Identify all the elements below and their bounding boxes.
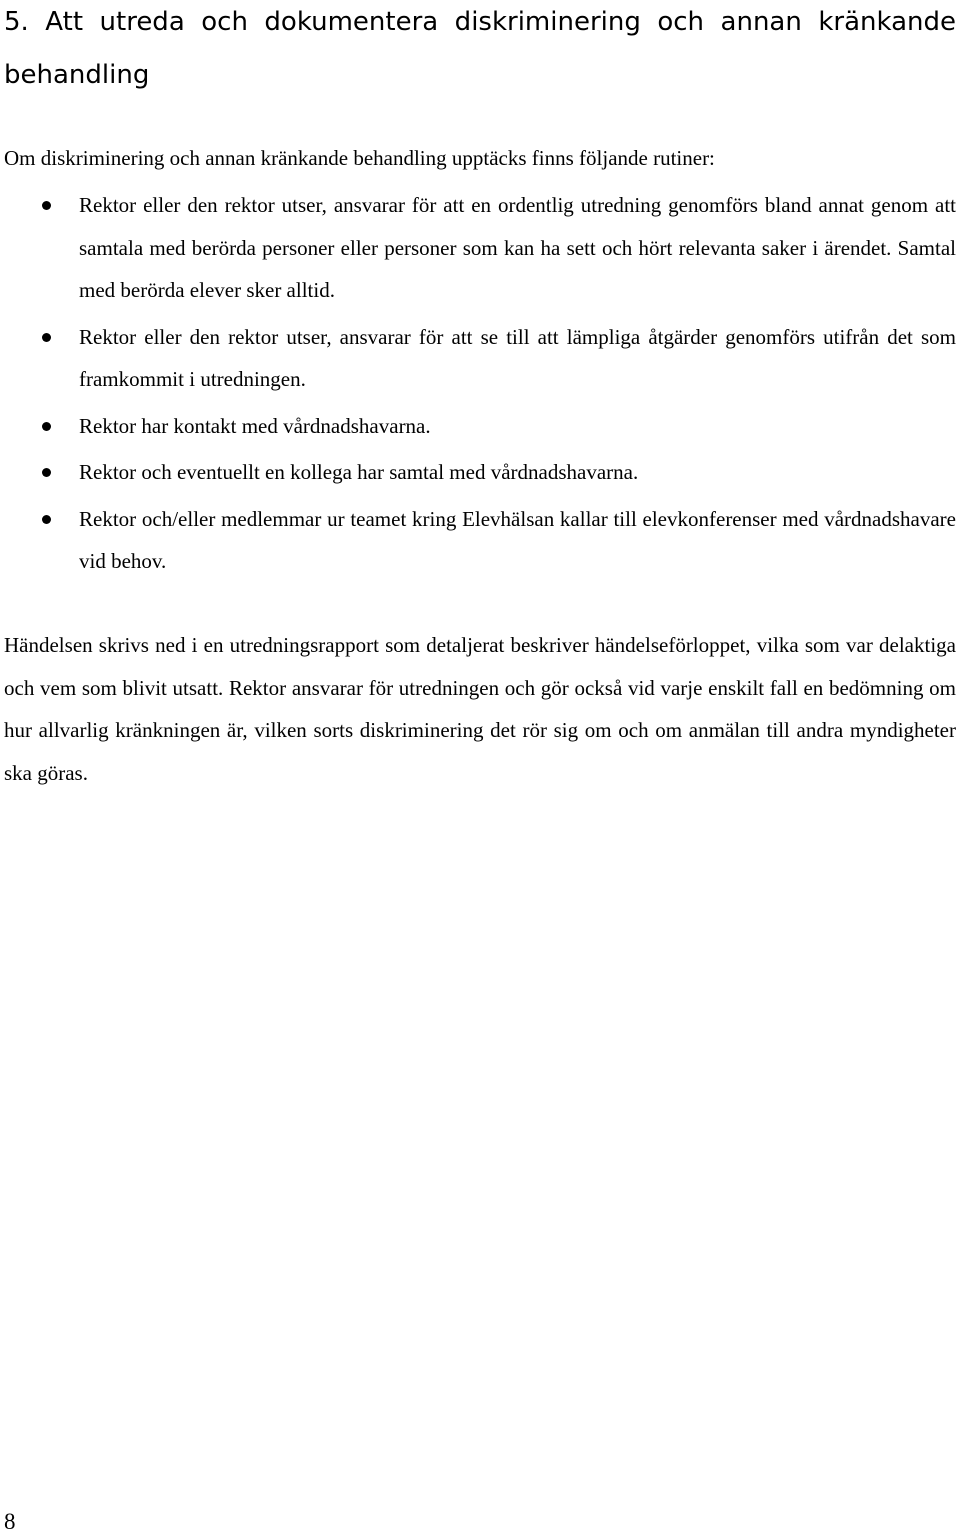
bullet-icon — [42, 333, 51, 342]
closing-paragraph: Händelsen skrivs ned i en utredningsrapport som detaljerat beskriver händelseförloppet, vilka som var delaktiga och vem som blivit utsatt. Rektor ansvarar för utredningen och gör också vid varje enskilt fall en bedömning om hur allvarlig kränkningen är, vilken sorts diskriminering det rör sig om och om anmälan till andra myndigheter ska göras. — [4, 633, 956, 785]
list-item — [0, 405, 956, 448]
section-heading: 5. Att utreda och dokumentera diskriminering och annan kränkande behandling — [4, 7, 956, 90]
page-number: 8 — [4, 1509, 16, 1534]
list-item — [0, 451, 956, 494]
bullet-icon — [42, 422, 51, 431]
list-item-text: Rektor eller den rektor utser, ansvarar för att se till att lämpliga åtgärder genomförs utifrån det som framkommit i utredningen. — [79, 324, 956, 391]
bullet-icon — [42, 515, 51, 524]
routine-list — [0, 184, 960, 587]
list-item-text: Rektor eller den rektor utser, ansvarar för att en ordentlig utredning genomförs bland annat genom att samtala med berörda personer eller personer som kan ha sett och hört relevanta saker i ärendet. Samtal med berörda elever sker alltid. — [79, 193, 956, 302]
list-item-text: Rektor och/eller medlemmar ur teamet kring Elevhälsan kallar till elevkonferenser med vårdnadshavare vid behov. — [79, 506, 956, 573]
intro-paragraph: Om diskriminering och annan kränkande behandling upptäcks finns följande rutiner: — [4, 146, 715, 170]
list-item — [0, 498, 956, 583]
list-item-text: Rektor har kontakt med vårdnadshavarna. — [79, 413, 431, 438]
list-item — [0, 184, 956, 312]
bullet-icon — [42, 201, 51, 210]
list-item — [0, 316, 956, 401]
list-item-text: Rektor och eventuellt en kollega har samtal med vårdnadshavarna. — [79, 460, 639, 484]
bullet-icon — [42, 468, 51, 477]
